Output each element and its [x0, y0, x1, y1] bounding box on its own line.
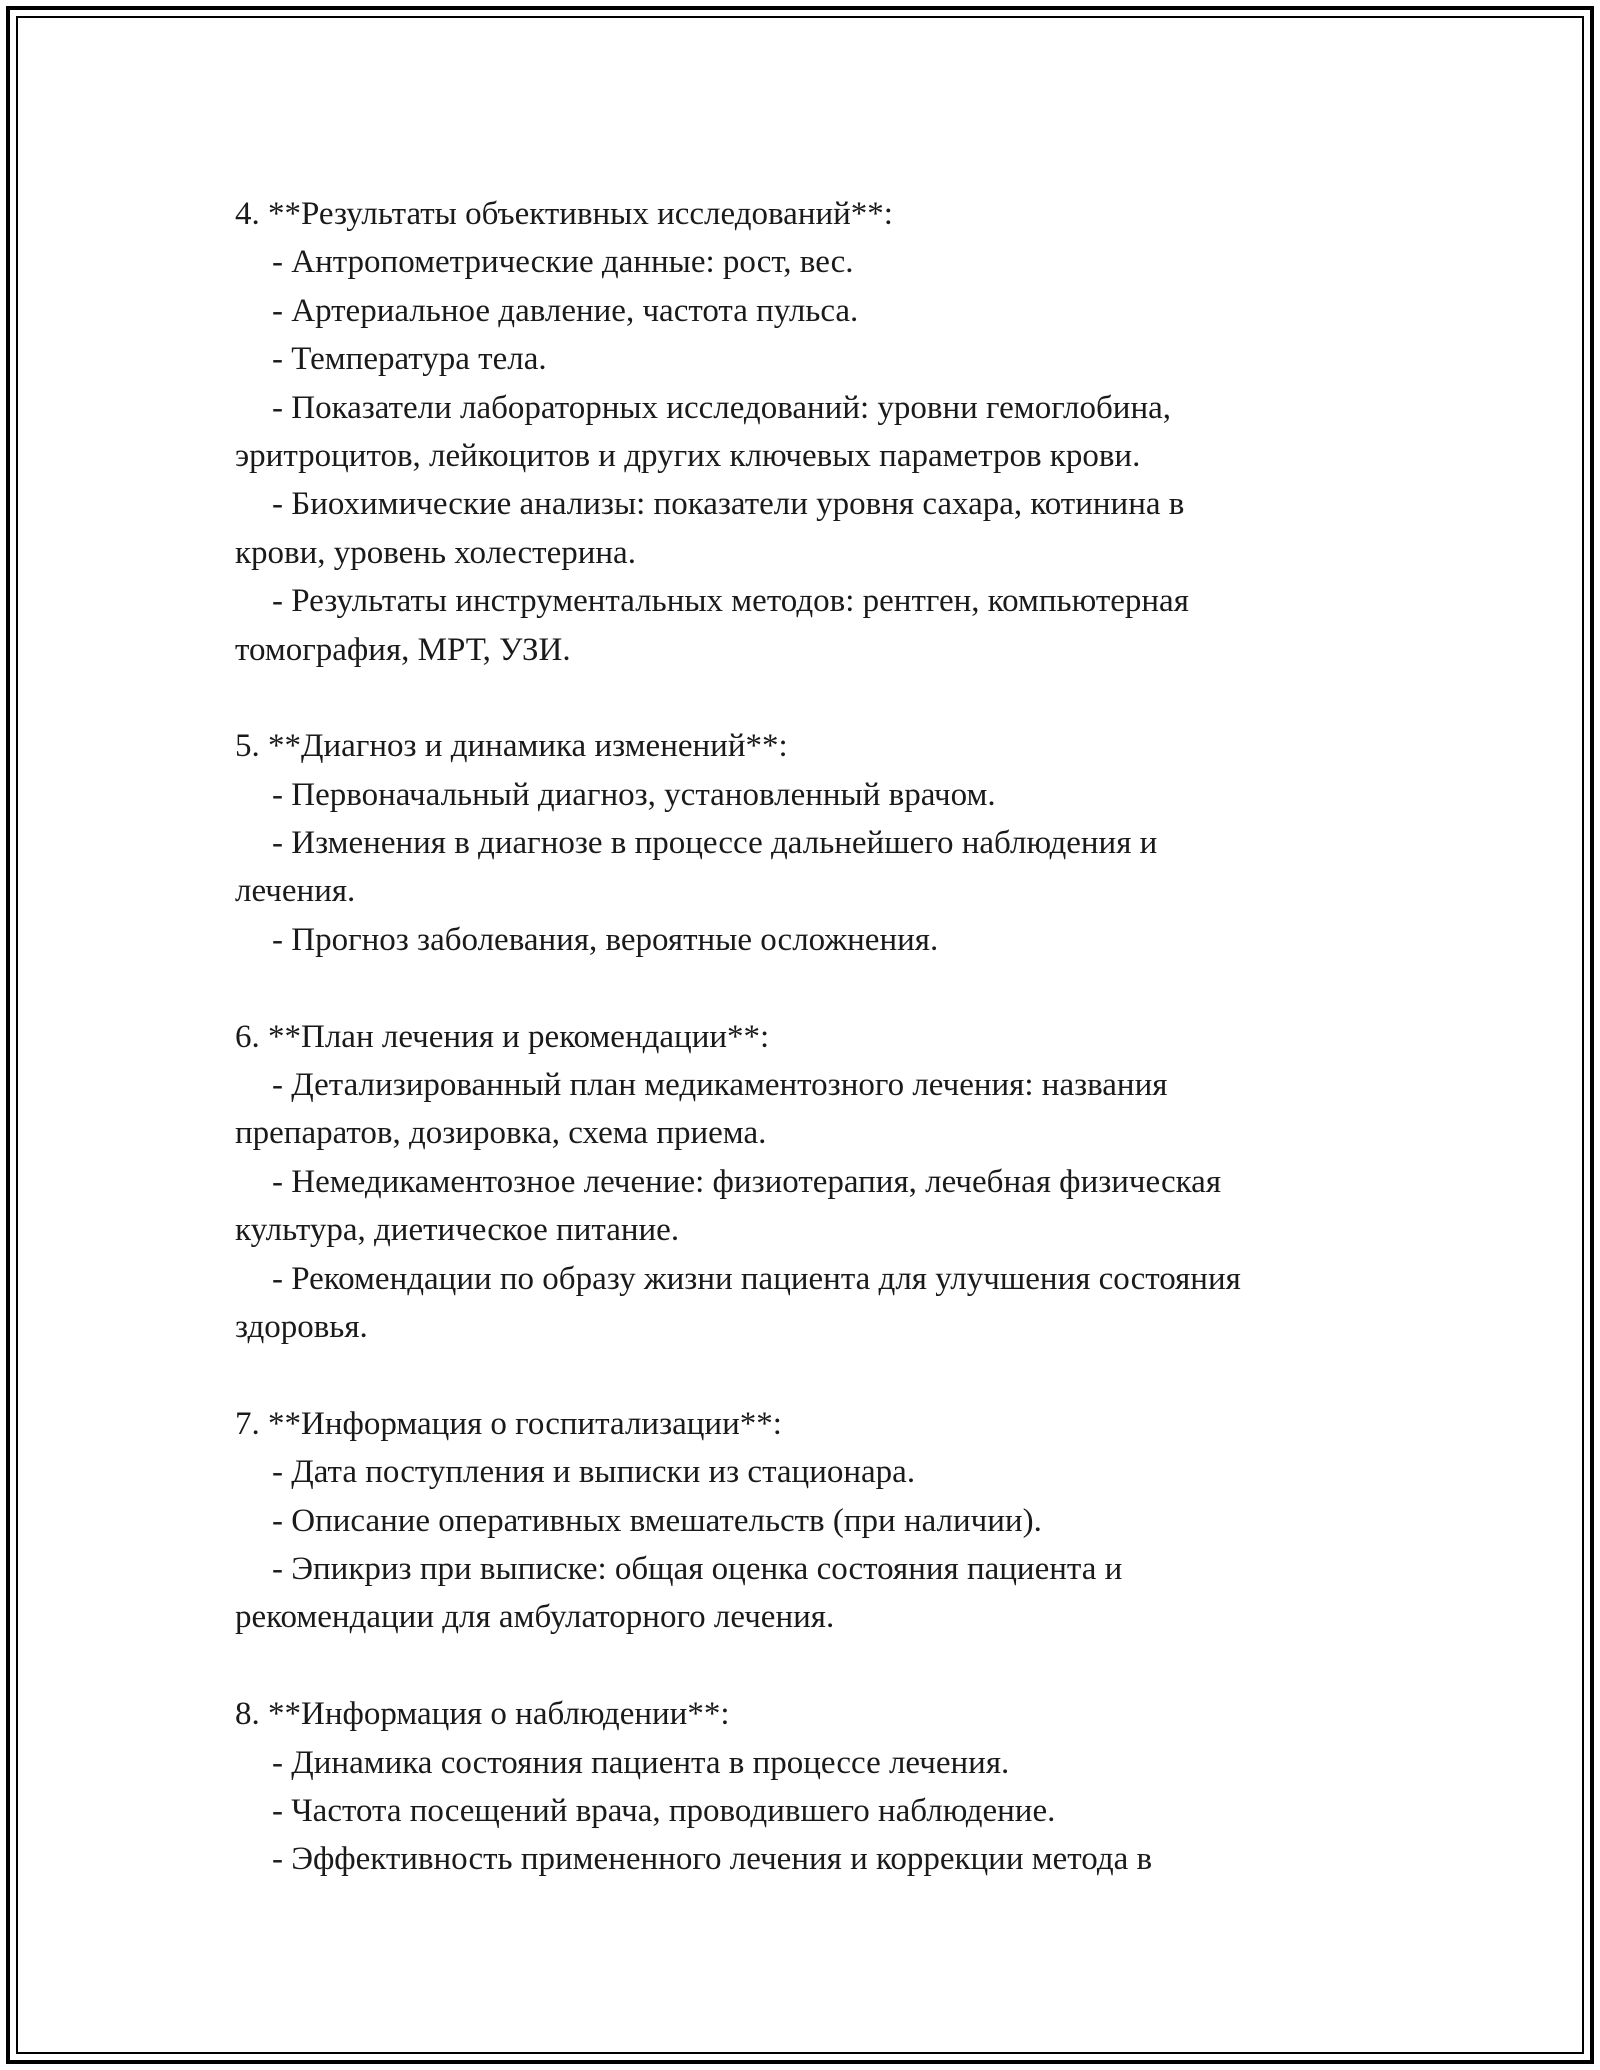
list-item-line: - Немедикаментозное лечение: физиотерапия, лечебная физическая — [272, 1163, 1221, 1200]
list-item — [235, 1255, 1405, 1352]
list-item-line: - Артериальное давление, частота пульса. — [272, 292, 859, 329]
list-item-continuation: рекомендации для амбулаторного лечения. — [235, 1599, 835, 1636]
list-item-line: - Дата поступления и выписки из стационара. — [272, 1454, 916, 1491]
list-item — [235, 384, 1405, 481]
list-item-continuation: здоровья. — [235, 1308, 368, 1345]
list-item — [235, 1448, 1405, 1496]
list-item — [235, 1158, 1405, 1255]
list-item — [235, 480, 1405, 577]
list-item-line: - Эпикриз при выписке: общая оценка состояния пациента и — [272, 1550, 1123, 1587]
section — [235, 1690, 1405, 1884]
list-item-continuation: лечения. — [235, 873, 356, 910]
section-gap — [235, 1351, 1405, 1399]
list-item-continuation: препаратов, дозировка, схема приема. — [235, 1115, 767, 1152]
list-item — [235, 335, 1405, 383]
list-item-line: - Показатели лабораторных исследований: уровни гемоглобина, — [272, 389, 1172, 426]
list-item-continuation: крови, уровень холестерина. — [235, 534, 636, 571]
list-item-line: - Антропометрические данные: рост, вес. — [272, 244, 854, 281]
list-item — [235, 1061, 1405, 1158]
list-item — [235, 771, 1405, 819]
list-item-continuation: томография, МРТ, УЗИ. — [235, 631, 571, 668]
list-item-line: - Изменения в диагнозе в процессе дальнейшего наблюдения и — [272, 825, 1158, 862]
list-item — [235, 916, 1405, 964]
list-item — [235, 1787, 1405, 1835]
list-item — [235, 1835, 1405, 1883]
list-item — [235, 1545, 1405, 1642]
list-item — [235, 287, 1405, 335]
section — [235, 722, 1405, 964]
list-item-line: - Эффективность примененного лечения и коррекции метода в — [272, 1841, 1153, 1878]
list-item-line: - Биохимические анализы: показатели уровня сахара, котинина в — [272, 486, 1185, 523]
list-item-line: - Частота посещений врача, проводившего наблюдение. — [272, 1792, 1056, 1829]
list-item-line: - Результаты инструментальных методов: рентген, компьютерная — [272, 583, 1189, 620]
section — [235, 1400, 1405, 1642]
section-heading: 8. **Информация о наблюдении**: — [235, 1696, 730, 1733]
list-item — [235, 1739, 1405, 1787]
list-item — [235, 819, 1405, 916]
section-gap — [235, 1642, 1405, 1690]
section-gap — [235, 674, 1405, 722]
list-item-continuation: эритроцитов, лейкоцитов и других ключевых параметров крови. — [235, 437, 1141, 474]
list-item-line: - Первоначальный диагноз, установленный врачом. — [272, 776, 996, 813]
list-item-line: - Температура тела. — [272, 341, 547, 378]
list-item-line: - Рекомендации по образу жизни пациента для улучшения состояния — [272, 1260, 1241, 1297]
section-gap — [235, 964, 1405, 1012]
list-item-continuation: культура, диетическое питание. — [235, 1212, 680, 1249]
list-item — [235, 577, 1405, 674]
section — [235, 1013, 1405, 1352]
list-item-line: - Описание оперативных вмешательств (при наличии). — [272, 1502, 1042, 1539]
section — [235, 190, 1405, 674]
list-item — [235, 238, 1405, 286]
section-heading: 6. **План лечения и рекомендации**: — [235, 1018, 770, 1055]
section-heading: 4. **Результаты объективных исследований**: — [235, 196, 893, 232]
section-heading: 5. **Диагноз и динамика изменений**: — [235, 728, 788, 765]
document-body — [235, 190, 1405, 1884]
list-item-line: - Детализированный план медикаментозного лечения: названия — [272, 1067, 1168, 1104]
section-heading: 7. **Информация о госпитализации**: — [235, 1405, 782, 1442]
list-item-line: - Прогноз заболевания, вероятные осложнения. — [272, 921, 939, 958]
list-item-line: - Динамика состояния пациента в процессе лечения. — [272, 1744, 1010, 1781]
list-item — [235, 1497, 1405, 1545]
